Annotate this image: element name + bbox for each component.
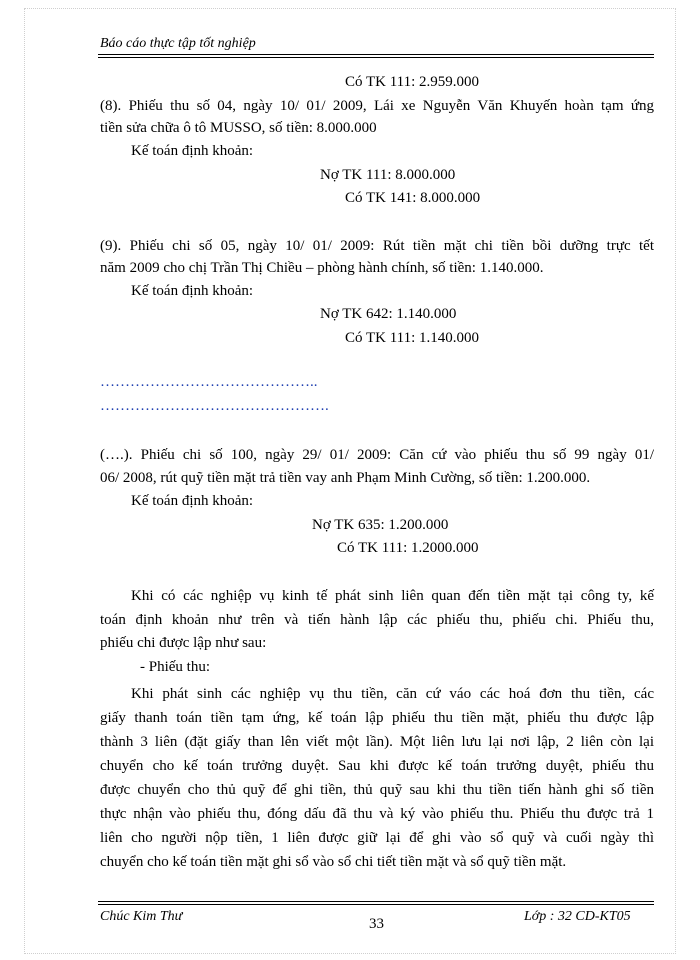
- header-title: Báo cáo thực tập tốt nghiệp: [100, 36, 256, 51]
- text-line: phiếu chi được lập như sau:: [100, 635, 267, 651]
- text-line: thực nhận vào phiếu thu, đóng dấu đã thu và ký vào phiếu thu. Phiếu thu được trả 1: [100, 806, 654, 822]
- text-line: tiền sửa chữa ô tô MUSSO, số tiền: 8.000.000: [100, 120, 377, 136]
- page-number: 33: [369, 916, 384, 932]
- footer-class: Lớp : 32 CD-KT05: [524, 909, 631, 924]
- text-line: chuyển cho kế toán tiền mặt ghi sổ vào sổ chi tiết tiền mặt và sổ quỹ tiền mặt.: [100, 854, 567, 870]
- text-line: (9). Phiếu chi số 05, ngày 10/ 01/ 2009: Rút tiền mặt chi tiền bồi dưỡng trực tết: [100, 238, 654, 254]
- text-line: Kế toán định khoản:: [131, 283, 254, 299]
- text-line: Khi có các nghiệp vụ kinh tế phát sinh liên quan đến tiền mặt tại công ty, kế: [131, 588, 654, 604]
- text-line: Có TK 111: 2.959.000: [345, 74, 480, 90]
- text-line: được chuyển cho thủ quỹ để ghi tiền, thủ quỹ sau khi thu tiền tiến hành ghi số tiền: [100, 782, 654, 798]
- footer-rule: [98, 901, 654, 905]
- text-line: 06/ 2008, rút quỹ tiền mặt trả tiền vay anh Phạm Minh Cường, số tiền: 1.200.000.: [100, 470, 591, 486]
- text-line: Có TK 111: 1.2000.000: [337, 540, 479, 556]
- text-line: Khi phát sinh các nghiệp vụ thu tiền, căn cứ váo các hoá đơn thu tiền, các: [131, 686, 654, 702]
- header-rule: [98, 54, 654, 58]
- text-line: liên cho người nộp tiền, 1 liên được giữ lại để ghi vào sổ quỹ và cuối ngày thì: [100, 830, 654, 846]
- text-line: chuyển cho kế toán trưởng duyệt. Sau khi được kế toán trưởng duyệt, phiếu thu: [100, 758, 654, 774]
- text-line: toán định khoản như trên và tiến hành lập các phiếu thu, phiếu chi. Phiếu thu,: [100, 612, 654, 628]
- text-line: Kế toán định khoản:: [131, 143, 254, 159]
- text-line: Nợ TK 642: 1.140.000: [320, 306, 457, 322]
- text-line: (8). Phiếu thu số 04, ngày 10/ 01/ 2009, Lái xe Nguyễn Văn Khuyến hoàn tạm ứng: [100, 98, 654, 114]
- text-line: Nợ TK 635: 1.200.000: [312, 517, 449, 533]
- text-line: Nợ TK 111: 8.000.000: [320, 167, 456, 183]
- text-line: thành 3 liên (đặt giấy than lên viết một lần). Một liên lưu lại nơi lập, 2 liên còn lại: [100, 734, 654, 750]
- dotted-placeholder: ……………………………………….: [100, 398, 329, 414]
- footer-author: Chúc Kim Thư: [100, 909, 183, 924]
- text-line: (….). Phiếu chi số 100, ngày 29/ 01/ 2009: Căn cứ vào phiếu thu số 99 ngày 01/: [100, 447, 654, 463]
- text-line: Có TK 141: 8.000.000: [345, 190, 481, 206]
- text-line: giấy thanh toán tiền tạm ứng, kế toán lập phiếu thu tiền mặt, phiếu thu được lập: [100, 710, 654, 726]
- dotted-placeholder: ……………………………………..: [100, 374, 318, 390]
- bullet-item: - Phiếu thu:: [140, 659, 210, 675]
- text-line: năm 2009 cho chị Trần Thị Chiều – phòng hành chính, số tiền: 1.140.000.: [100, 260, 544, 276]
- text-line: Có TK 111: 1.140.000: [345, 330, 480, 346]
- text-line: Kế toán định khoản:: [131, 493, 254, 509]
